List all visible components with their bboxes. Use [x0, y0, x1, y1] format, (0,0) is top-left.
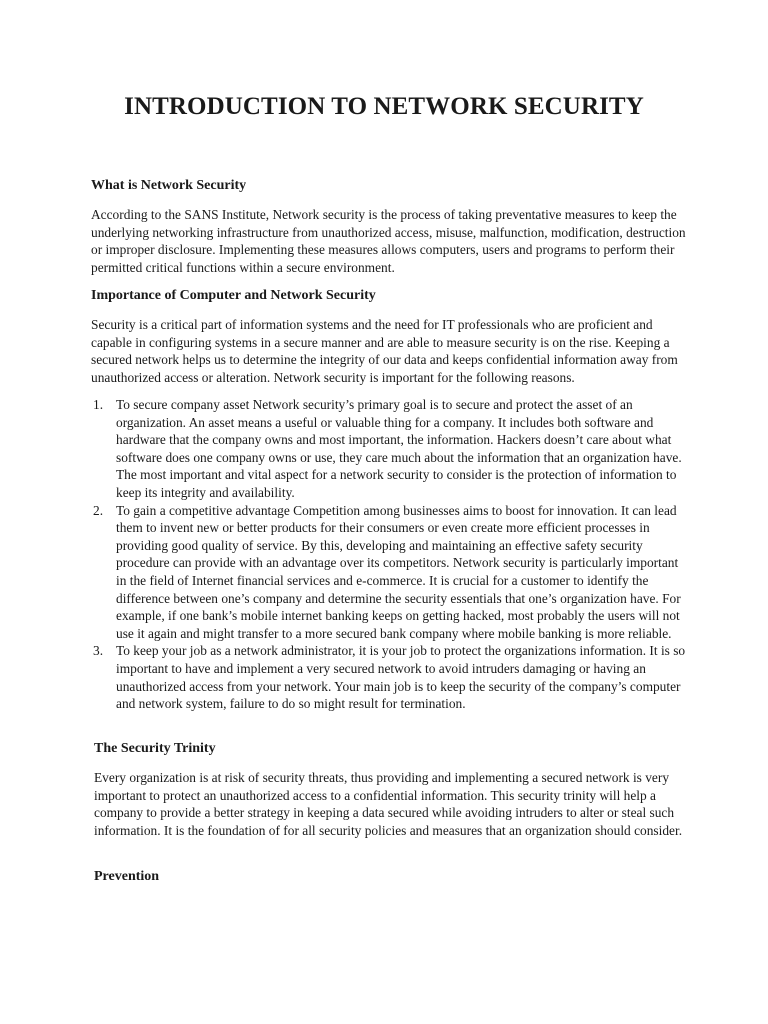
document-title: INTRODUCTION TO NETWORK SECURITY	[124, 93, 644, 120]
list-item	[91, 502, 691, 643]
list-item	[91, 396, 691, 502]
list-item-number: 2.	[93, 502, 104, 518]
heading-importance: Importance of Computer and Network Security	[91, 288, 376, 303]
list-item	[91, 642, 691, 712]
list-item-text: To gain a competitive advantage Competition among businesses aims to boost for innovation. It can lead them to invent new or better products for their consumers or even create more efficient processes in providing good quality of service. By this, developing and maintaining an effective safety security procedure can provide with an advantage over its competitors. Network security is particularly important in the field of Internet financial services and e-commerce. It is crucial for a customer to identify the difference between one’s company and determine the security essentials that one’s organization have. For example, if one bank’s mobile internet banking keeps on getting hacked, most probably the users will not use it again and might transfer to a more secured bank company where mobile banking is more reliable.	[116, 502, 681, 641]
list-item-number: 1.	[93, 397, 104, 412]
paragraph-what-is-network-security: According to the SANS Institute, Network security is the process of taking preventative measures to keep the underlying networking infrastructure from unauthorized access, misuse, malfunction, modification, destruction or improper disclosure. Implementing these measures allows computers, users and programs to perform their permitted critical functions within a secure environment.	[91, 207, 686, 275]
heading-what-is-network-security: What is Network Security	[91, 178, 247, 193]
reasons-list	[91, 396, 691, 713]
heading-security-trinity: The Security Trinity	[94, 741, 216, 756]
heading-prevention: Prevention	[94, 869, 160, 884]
list-item-text: To secure company asset Network security’s primary goal is to secure and protect the asset of an organization. An asset means a useful or valuable thing for a company. It includes both software and hardware that the company owns and most important, the information. Hackers doesn’t care about what software does one company owns or use, they care much about the information that an organization have. The most important and vital aspect for a network security to consider is the protection of information to keep its integrity and availability.	[116, 397, 682, 500]
paragraph-importance: Security is a critical part of information systems and the need for IT professionals who are proficient and capable in configuring systems in a secure manner and are able to measure security is on the rise. Keeping a secured network helps us to determine the integrity of our data and keeps confidential information away from unauthorized access or alteration. Network security is important for the following reasons.	[91, 317, 678, 385]
paragraph-security-trinity: Every organization is at risk of security threats, thus providing and implementing a secured network is very important to protect an unauthorized access to a confidential information. This security trinity will help a company to provide a better strategy in keeping a data secured while avoiding intruders to alter or steal such information. It is the foundation of for all security policies and measures that an organization should consider.	[94, 770, 683, 838]
list-item-number: 3.	[93, 643, 104, 659]
list-item-text: To keep your job as a network administrator, it is your job to protect the organizations information. It is so important to have and implement a very secured network to avoid intruders damaging or having an unauthorized access from your network. Your main job is to keep the security of the company’s computer and network system, failure to do so might result for termination.	[116, 643, 686, 712]
